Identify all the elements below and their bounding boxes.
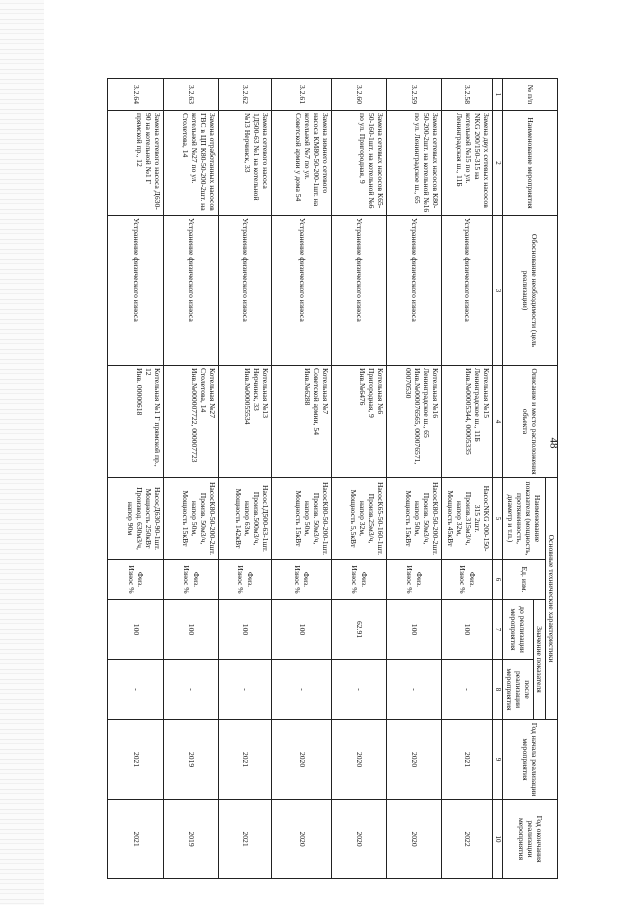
column-number: 8: [493, 660, 503, 720]
row-after: -: [219, 660, 272, 720]
row-start: 2020: [272, 720, 332, 800]
row-id: 3.2.58: [442, 79, 493, 111]
row-id: 3.2.63: [164, 79, 219, 111]
row-name: Замена сетевых насосов К65-50-160-1шт. на котельной №6 по ул. Пригородная, 9: [332, 111, 387, 216]
row-before: 100: [108, 600, 164, 660]
table-row: [219, 79, 272, 879]
row-id: 3.2.64: [108, 79, 164, 111]
header-reason: Обоснование необходимости (цель реализации): [503, 216, 558, 366]
row-start: 2020: [332, 720, 387, 800]
column-number: 7: [493, 600, 503, 660]
measures-table: [107, 78, 558, 879]
row-id: 3.2.61: [272, 79, 332, 111]
row-reason: Устранение физического износа: [332, 216, 387, 366]
column-number: 5: [493, 478, 503, 560]
header-param: Наименование показателя (мощность, протяженность, диаметр и т.п.): [503, 478, 545, 560]
table-row: [442, 79, 493, 879]
row-reason: Устранение физического износа: [442, 216, 493, 366]
header-unit: Ед. изм.: [503, 560, 545, 600]
row-name: Замена отработанных насосов ГВС в ЦП К80-50-200-2шт. на котельной №27 по ул. Столетова, 14: [164, 111, 219, 216]
row-end: 2021: [219, 800, 272, 879]
column-number: 6: [493, 560, 503, 600]
row-location: Котельная №27 Столетова, 14 Инв.№000007722, 000007723: [164, 366, 219, 478]
row-start: 2020: [387, 720, 442, 800]
rotated-table-wrapper: [113, 78, 558, 878]
row-end: 2021: [108, 800, 164, 879]
header-after: после реализации мероприятия: [503, 660, 533, 720]
row-param: НасосК80-50-200-1шт. Произв. 50м3/ч, напор 50м, Мощность 15кВт: [272, 478, 332, 560]
header-name: Наименование мероприятия: [503, 111, 558, 216]
row-param: НасосК65-50-160-1шт. Произв.25м3/ч, напор 32м, Мощность 5,5кВт: [332, 478, 387, 560]
row-name: Замена двух сетевых насосов NKG 200/150-315 на котельной №15 по ул. Ленинградская ш., 11Б: [442, 111, 493, 216]
column-number: 1: [493, 79, 503, 111]
table-row: [332, 79, 387, 879]
row-id: 3.2.60: [332, 79, 387, 111]
row-before: 100: [387, 600, 442, 660]
row-name: Замена сетевого насоса 1Д500-63 №1 на котельной №13 Нерчинск, 33: [219, 111, 272, 216]
table-row: [108, 79, 164, 879]
row-param: НасосNKG 200-150-315 2шт. Произв.315м3/ч, напор 32м, Мощность 45кВт: [442, 478, 493, 560]
row-after: -: [164, 660, 219, 720]
row-after: -: [272, 660, 332, 720]
row-end: 2020: [387, 800, 442, 879]
row-param: НасосД630-90-1шт. Мощность 250кВт Производ. 630м3/ч, напор 90м: [108, 478, 164, 560]
column-number: 2: [493, 111, 503, 216]
row-start: 2021: [219, 720, 272, 800]
row-before: 100: [272, 600, 332, 660]
row-unit: Физ. Износ %: [332, 560, 387, 600]
column-number: 9: [493, 720, 503, 800]
row-unit: Физ. Износ %: [219, 560, 272, 600]
row-before: 100: [164, 600, 219, 660]
row-id: 3.2.62: [219, 79, 272, 111]
header-before: до реализации мероприятия: [503, 600, 533, 660]
row-reason: Устранение физического износа: [387, 216, 442, 366]
row-before: 100: [219, 600, 272, 660]
row-after: -: [332, 660, 387, 720]
row-end: 2022: [442, 800, 493, 879]
row-unit: Физ. Износ %: [442, 560, 493, 600]
row-before: 62.91: [332, 600, 387, 660]
header-start-year: Год начала реализации мероприятия: [503, 720, 558, 800]
row-name: Замена сетевого насоса Д630-90 на котельной №1 Г прямской пр., 12: [108, 111, 164, 216]
header-end-year: Год окончания реализации мероприятия: [503, 800, 558, 879]
row-id: 3.2.59: [387, 79, 442, 111]
row-unit: Физ. Износ %: [164, 560, 219, 600]
row-reason: Устранение физического износа: [164, 216, 219, 366]
row-name: Замена сетевых насосов К80-50-200-2шт. на котельной №16 по ул. Ленинградское ш., 65: [387, 111, 442, 216]
row-param: НасосК80-50-200-2шт. Произв. 50м3/ч, напор 50м, Мощность 15кВт: [387, 478, 442, 560]
header-location: Описание и место расположения объекта: [503, 366, 558, 478]
row-after: -: [442, 660, 493, 720]
header-tech-group: Основные технические характеристики: [545, 478, 557, 720]
row-unit: Физ. Износ %: [387, 560, 442, 600]
row-end: 2020: [272, 800, 332, 879]
row-reason: Устранение физического износа: [272, 216, 332, 366]
row-location: Котельная №16 Ленинградское ш., 65 Инв.№000076565, 000076571, 00070530: [387, 366, 442, 478]
row-unit: Физ. Износ %: [272, 560, 332, 600]
row-param: НасосК80-50-200-2шт. Произв. 50м3/ч, напор 50м, Мощность 15кВт: [164, 478, 219, 560]
table-row: [272, 79, 332, 879]
column-number: 3: [493, 216, 503, 366]
row-start: 2021: [108, 720, 164, 800]
row-start: 2019: [164, 720, 219, 800]
column-number: 10: [493, 800, 503, 879]
row-before: 100: [442, 600, 493, 660]
row-after: -: [108, 660, 164, 720]
row-location: Котельная №15 Ленинградское ш., 11Б Инв.№00005344, 00005335: [442, 366, 493, 478]
header-values-group: Значение показателя: [533, 600, 545, 720]
row-location: Котельная №7 Советской армии, 54 Инв.№6288: [272, 366, 332, 478]
row-location: Котельная №13 Нерчинск, 33 Инв.№000055534: [219, 366, 272, 478]
row-param: Насос1Д500-63-1шт. Произв.500м3/ч, напор 63м, Мощность 142кВт: [219, 478, 272, 560]
row-name: Замена зимнего сетевого насоса КМ80-50-200-1шт. на котельной №7 по ул. Советской армии у дома 54: [272, 111, 332, 216]
row-end: 2019: [164, 800, 219, 879]
row-location: Котельная №1 Г прямской пр., 12 Инв. 00000618: [108, 366, 164, 478]
header-number: № п/п: [503, 79, 558, 111]
row-reason: Устранение физического износа: [219, 216, 272, 366]
row-start: 2021: [442, 720, 493, 800]
row-location: Котельная №6 Пригородная, 9 Инв.№6476: [332, 366, 387, 478]
row-reason: Устранение физического износа: [108, 216, 164, 366]
page-number: 48: [547, 437, 560, 449]
row-unit: Физ. Износ %: [108, 560, 164, 600]
table-row: [387, 79, 442, 879]
row-after: -: [387, 660, 442, 720]
table-row: [164, 79, 219, 879]
row-end: 2020: [332, 800, 387, 879]
scan-edge-noise: [0, 0, 44, 905]
column-number: 4: [493, 366, 503, 478]
